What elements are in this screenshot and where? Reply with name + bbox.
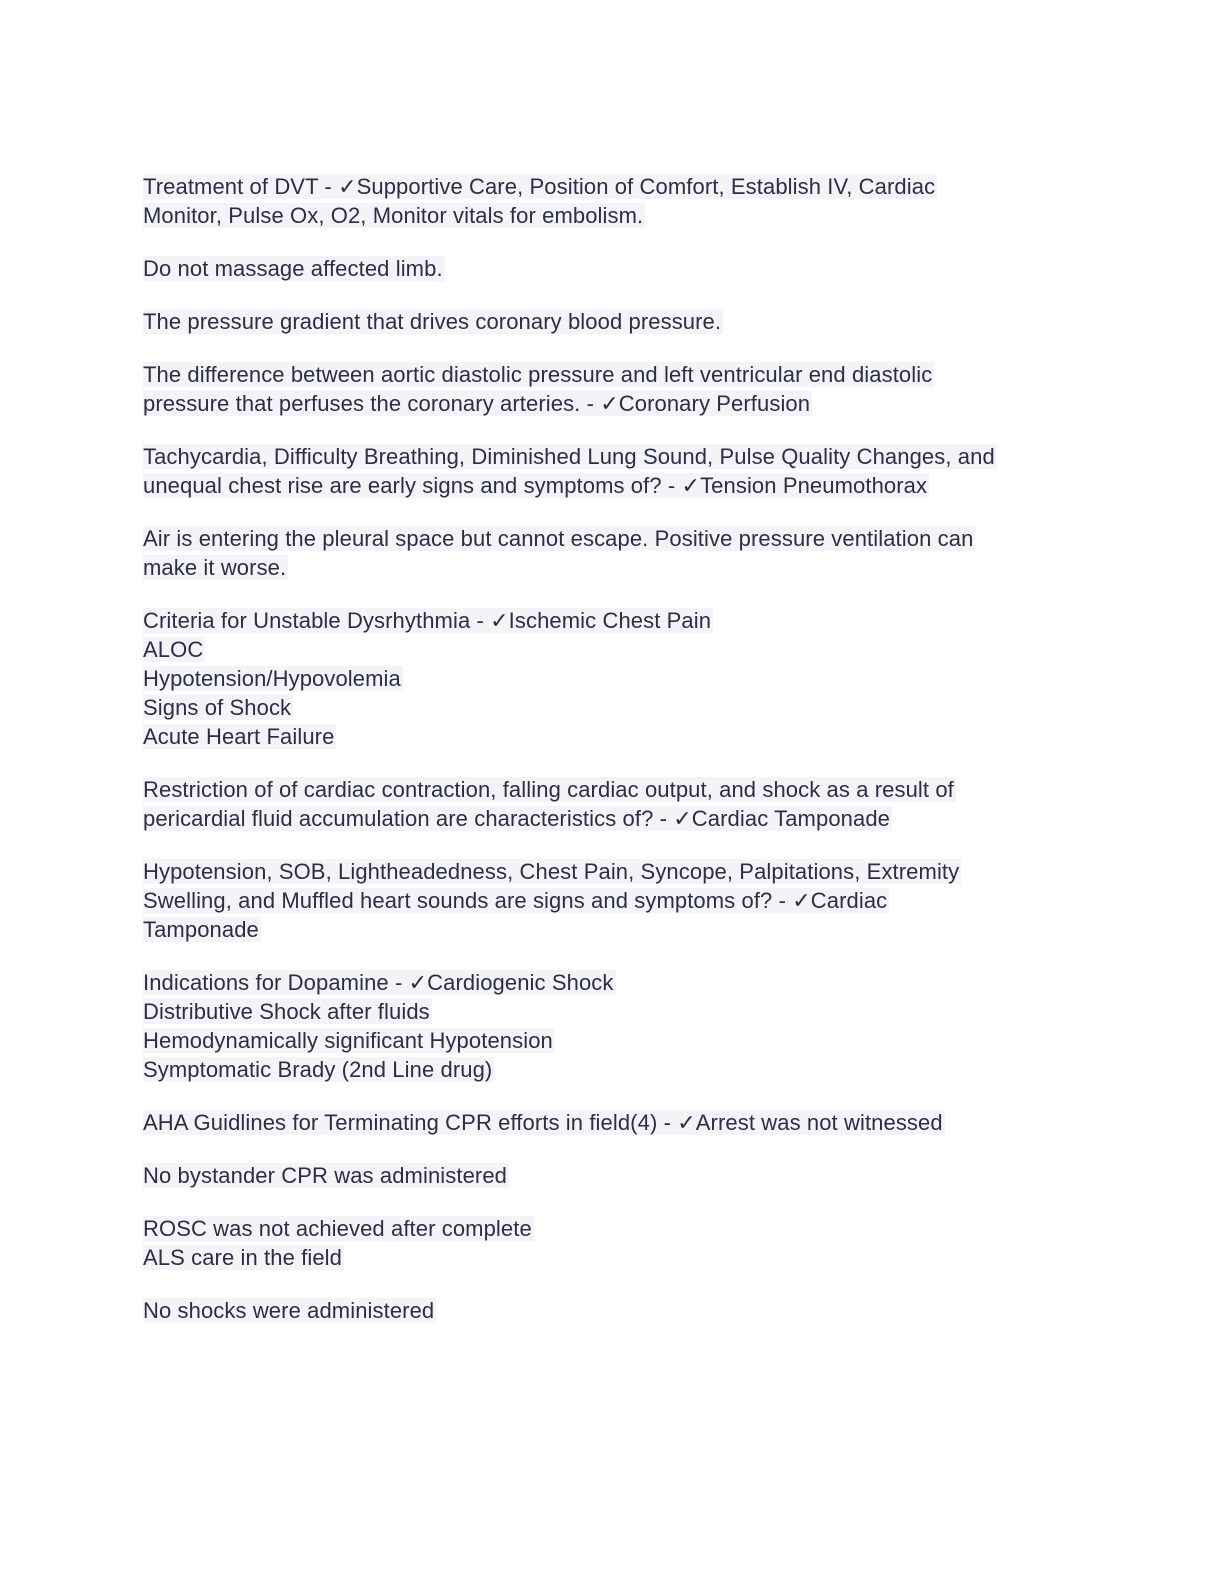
paragraph-pressure-gradient (143, 307, 1083, 336)
text-line: The difference between aortic diastolic pressure and left ventricular end diastolic (143, 362, 933, 387)
text-line: Acute Heart Failure (143, 724, 335, 749)
text-line: ALOC (143, 637, 204, 662)
text-line: unequal chest rise are early signs and symptoms of? - ✓Tension Pneumothorax (143, 473, 928, 498)
paragraph-dvt-treatment (143, 172, 1083, 230)
text-line: The pressure gradient that drives coronary blood pressure. (143, 309, 722, 334)
text-line: Monitor, Pulse Ox, O2, Monitor vitals for embolism. (143, 203, 644, 228)
paragraph-no-bystander-cpr (143, 1161, 1083, 1190)
paragraph-unstable-dysrhythmia (143, 606, 1083, 751)
text-line: Do not massage affected limb. (143, 256, 443, 281)
text-line: Swelling, and Muffled heart sounds are signs and symptoms of? - ✓Cardiac (143, 888, 888, 913)
paragraph-coronary-perfusion (143, 360, 1083, 418)
text-line: No shocks were administered (143, 1298, 435, 1323)
text-line: Symptomatic Brady (2nd Line drug) (143, 1057, 493, 1082)
text-line: pericardial fluid accumulation are characteristics of? - ✓Cardiac Tamponade (143, 806, 890, 831)
paragraph-tension-pneumothorax (143, 442, 1083, 500)
paragraph-massage-limb (143, 254, 1083, 283)
text-line: Hypotension/Hypovolemia (143, 666, 401, 691)
text-line: ROSC was not achieved after complete (143, 1216, 532, 1241)
text-line: Air is entering the pleural space but cannot escape. Positive pressure ventilation can (143, 526, 974, 551)
text-line: Restriction of of cardiac contraction, falling cardiac output, and shock as a result of (143, 777, 954, 802)
paragraph-aha-guidelines (143, 1108, 1083, 1137)
paragraph-pleural-space (143, 524, 1083, 582)
text-line: make it worse. (143, 555, 287, 580)
paragraph-rosc (143, 1214, 1083, 1272)
text-line: No bystander CPR was administered (143, 1163, 508, 1188)
text-line: pressure that perfuses the coronary arteries. - ✓Coronary Perfusion (143, 391, 811, 416)
text-line: Treatment of DVT - ✓Supportive Care, Position of Comfort, Establish IV, Cardiac (143, 174, 936, 199)
text-line: Hypotension, SOB, Lightheadedness, Chest Pain, Syncope, Palpitations, Extremity (143, 859, 960, 884)
text-line: Criteria for Unstable Dysrhythmia - ✓Ischemic Chest Pain (143, 608, 712, 633)
text-line: Hemodynamically significant Hypotension (143, 1028, 553, 1053)
paragraph-dopamine-indications (143, 968, 1083, 1084)
text-line: Signs of Shock (143, 695, 292, 720)
document-page (143, 172, 1083, 1349)
text-line: AHA Guidlines for Terminating CPR efforts in field(4) - ✓Arrest was not witnessed (143, 1110, 943, 1135)
text-line: ALS care in the field (143, 1245, 342, 1270)
text-line: Tamponade (143, 917, 259, 942)
paragraph-cardiac-tamponade-characteristics (143, 775, 1083, 833)
text-line: Distributive Shock after fluids (143, 999, 430, 1024)
paragraph-cardiac-tamponade-symptoms (143, 857, 1083, 944)
text-line: Tachycardia, Difficulty Breathing, Diminished Lung Sound, Pulse Quality Changes, and (143, 444, 995, 469)
text-line: Indications for Dopamine - ✓Cardiogenic Shock (143, 970, 614, 995)
paragraph-no-shocks (143, 1296, 1083, 1325)
